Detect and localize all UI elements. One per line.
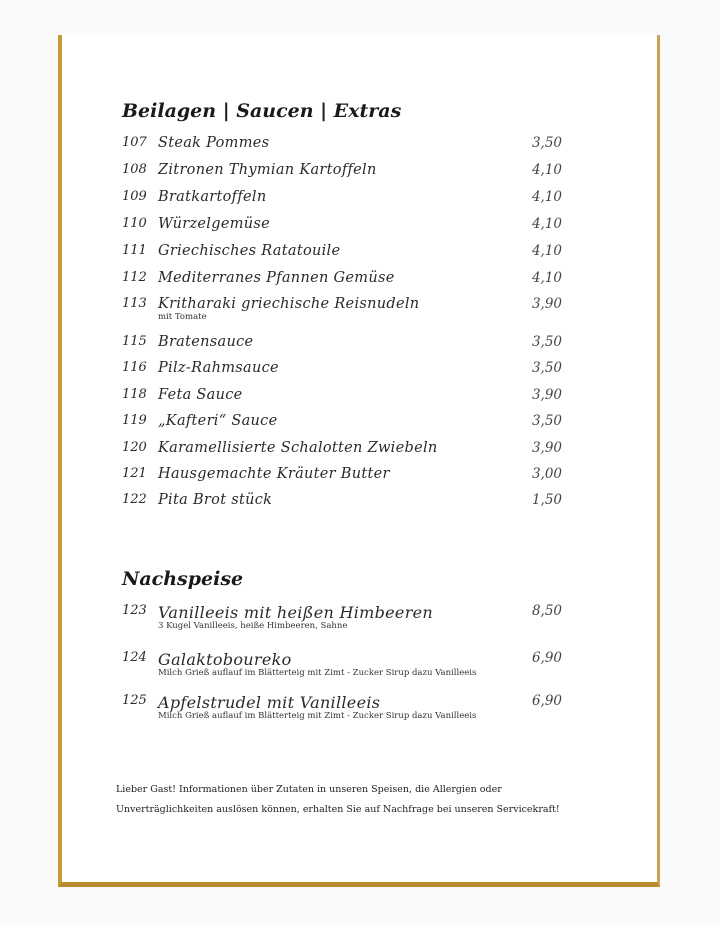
item-name: Zitronen Thymian Kartoffeln: [158, 162, 377, 178]
item-number: 125: [122, 693, 147, 708]
item-price: 3,50: [531, 135, 562, 151]
item-name: „Kafteri“ Sauce: [158, 413, 278, 429]
item-number: 124: [122, 650, 147, 665]
menu-item: [122, 189, 562, 209]
item-price: 3,50: [531, 334, 562, 350]
item-name: Hausgemachte Kräuter Butter: [158, 466, 390, 482]
item-number: 108: [122, 162, 147, 177]
item-name: Griechisches Ratatouile: [158, 243, 341, 259]
menu-item: [122, 492, 562, 512]
item-name: Feta Sauce: [158, 387, 243, 403]
item-number: 119: [122, 413, 147, 428]
item-price: 3,90: [531, 387, 562, 403]
item-price: 3,50: [531, 360, 562, 376]
item-name: Steak Pommes: [158, 135, 270, 151]
item-price: 3,50: [531, 413, 562, 429]
item-name: Vanilleeis mit heißen Himbeeren: [158, 603, 434, 622]
section-title-beilagen: Beilagen | Saucen | Extras: [122, 100, 402, 122]
item-name: Apfelstrudel mit Vanilleeis: [158, 693, 381, 712]
item-price: 4,10: [531, 216, 562, 232]
item-number: 120: [122, 440, 147, 455]
section-title-nachspeise: Nachspeise: [122, 568, 244, 590]
item-number: 122: [122, 492, 147, 507]
item-price: 4,10: [531, 162, 562, 178]
menu-item: [122, 693, 562, 721]
item-price: 3,90: [531, 296, 562, 312]
item-name: Pilz-Rahmsauce: [158, 360, 279, 376]
item-number: 112: [122, 270, 147, 285]
item-number: 121: [122, 466, 147, 481]
item-price: 4,10: [531, 270, 562, 286]
item-name: Kritharaki griechische Reisnudeln: [158, 296, 420, 312]
item-price: 6,90: [531, 693, 562, 709]
item-name: Würzelgemüse: [158, 216, 271, 232]
item-description: 3 Kugel Vanilleeis, heiße Himbeeren, Sahne: [158, 621, 348, 631]
menu-item: [122, 440, 562, 460]
menu-item: [122, 270, 562, 290]
menu-item: [122, 650, 562, 678]
item-number: 116: [122, 360, 147, 375]
item-name: Galaktoboureko: [158, 650, 292, 669]
item-number: 111: [122, 243, 147, 258]
allergy-note-line1: Lieber Gast! Informationen über Zutaten in unseren Speisen, die Allergien oder: [116, 784, 502, 795]
item-number: 110: [122, 216, 147, 231]
item-number: 123: [122, 603, 147, 618]
item-number: 113: [122, 296, 147, 311]
menu-item: [122, 413, 562, 433]
menu-item: [122, 334, 562, 354]
item-price: 3,90: [531, 440, 562, 456]
item-number: 115: [122, 334, 147, 349]
menu-item: [122, 243, 562, 263]
item-price: 8,50: [531, 603, 562, 619]
item-name: Bratensauce: [158, 334, 254, 350]
menu-item: [122, 603, 562, 631]
item-description: Milch Grieß auflauf im Blätterteig mit Zimt - Zucker Sirup dazu Vanilleeis: [158, 711, 477, 721]
item-price: 4,10: [531, 189, 562, 205]
item-description: Milch Grieß auflauf im Blätterteig mit Zimt - Zucker Sirup dazu Vanilleeis: [158, 668, 477, 678]
item-number: 118: [122, 387, 147, 402]
item-price: 6,90: [531, 650, 562, 666]
allergy-note-line2: Unverträglichkeiten auslösen können, erhalten Sie auf Nachfrage bei unseren Servicekraft!: [116, 804, 560, 815]
menu-item: [122, 135, 562, 155]
menu-item: [122, 296, 562, 322]
item-name: Karamellisierte Schalotten Zwiebeln: [158, 440, 438, 456]
item-price: 4,10: [531, 243, 562, 259]
item-number: 109: [122, 189, 147, 204]
item-name: Bratkartoffeln: [158, 189, 267, 205]
item-price: 1,50: [531, 492, 562, 508]
item-number: 107: [122, 135, 147, 150]
item-description: mit Tomate: [158, 312, 207, 322]
item-name: Mediterranes Pfannen Gemüse: [158, 270, 395, 286]
menu-item: [122, 162, 562, 182]
menu-item: [122, 360, 562, 380]
menu-item: [122, 216, 562, 236]
menu-item: [122, 466, 562, 486]
item-name: Pita Brot stück: [158, 492, 273, 508]
menu-item: [122, 387, 562, 407]
item-price: 3,00: [531, 466, 562, 482]
